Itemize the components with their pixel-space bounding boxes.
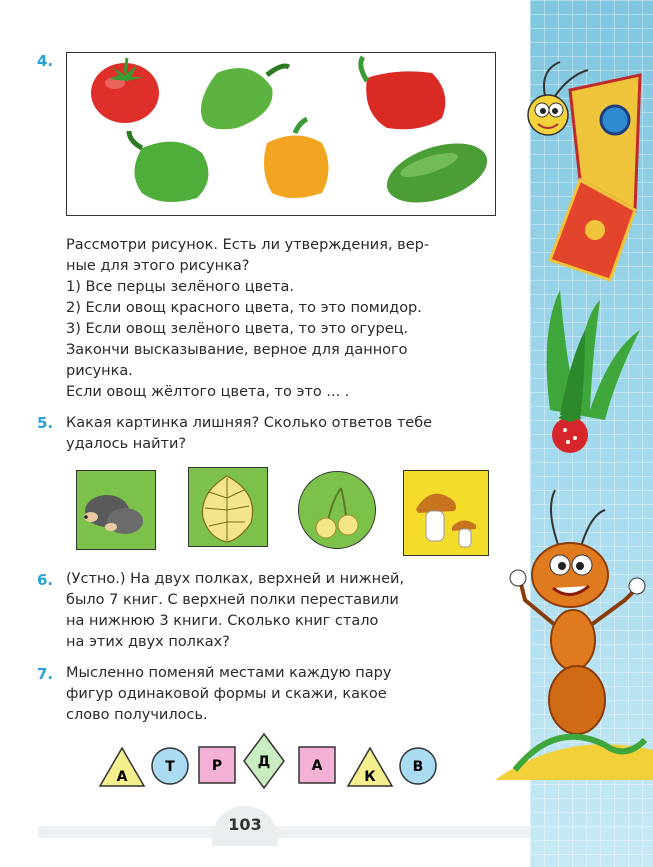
diamond-shape	[242, 732, 286, 790]
task-4-line: Закончи высказывание, верное для данного	[66, 342, 408, 358]
red-pepper-icon	[361, 57, 446, 129]
green-pepper-icon	[201, 66, 289, 129]
green-pepper-icon	[129, 131, 208, 202]
shape-letter: Р	[211, 758, 223, 774]
task-5-number: 5.	[37, 414, 54, 432]
task-6-text	[66, 569, 404, 653]
task-7-line: фигур одинаковой формы и скажи, какое	[66, 686, 387, 702]
shape-letter: Т	[165, 759, 175, 775]
square-shape	[298, 746, 336, 784]
task-4-line: Если овощ жёлтого цвета, то это ... .	[66, 384, 350, 400]
ant-illustration	[485, 480, 653, 780]
butterfly-illustration	[510, 60, 650, 290]
circle-shape	[398, 746, 438, 786]
shape-letter: К	[364, 769, 376, 785]
task-4-line: Рассмотри рисунок. Есть ли утверждения, вер-	[66, 237, 430, 253]
task-7-number: 7.	[37, 665, 54, 683]
task-7-text	[66, 663, 391, 726]
task-4-text	[66, 235, 429, 403]
task-4-line: 1) Все перцы зелёного цвета.	[66, 279, 295, 295]
task-6-line: (Устно.) На двух полках, верхней и нижней,	[66, 571, 405, 587]
task-5-line: удалось найти?	[66, 436, 187, 452]
task-7-line: слово получилось.	[66, 707, 208, 723]
task-4-number: 4.	[37, 52, 54, 70]
task-6-line: было 7 книг. С верхней полки переставили	[66, 592, 399, 608]
yellow-pepper-icon	[264, 119, 329, 198]
shape-letter: Д	[257, 754, 271, 770]
page-top-margin	[0, 0, 530, 22]
triangle-shape	[98, 746, 146, 788]
shape-letter: А	[311, 758, 323, 774]
task-4-line: рисунка.	[66, 363, 133, 379]
task-6-line: на этих двух полках?	[66, 634, 230, 650]
side-decoration-panel	[530, 0, 653, 867]
cucumber-icon	[380, 132, 494, 214]
shape-letter: В	[412, 759, 424, 775]
page-bottom-band	[38, 826, 530, 838]
task-4-line: 2) Если овощ красного цвета, то это помидор.	[66, 300, 422, 316]
mushrooms-picture	[403, 470, 489, 556]
task-7-line: Мысленно поменяй местами каждую пару	[66, 665, 392, 681]
task-4-line: 3) Если овощ зелёного цвета, то это огурец.	[66, 321, 409, 337]
task-5-line: Какая картинка лишняя? Сколько ответов тебе	[66, 415, 433, 431]
task-5-text	[66, 413, 432, 455]
shape-letter: А	[116, 769, 128, 785]
page-number: 103	[212, 806, 278, 846]
task-6-line: на нижнюю 3 книги. Сколько книг стало	[66, 613, 379, 629]
grass-illustration	[530, 290, 653, 470]
triangle-shape	[346, 746, 394, 788]
hedgehog-picture	[76, 470, 156, 550]
circle-shape	[150, 746, 190, 786]
letter-shapes-row	[98, 738, 438, 790]
leaf-picture	[188, 467, 268, 547]
tomato-icon	[91, 58, 159, 123]
task-4-line: ные для этого рисунка?	[66, 258, 250, 274]
square-shape	[198, 746, 236, 784]
vegetables-picture	[66, 52, 496, 216]
task-6-number: 6.	[37, 571, 54, 589]
cherries-picture	[298, 471, 376, 549]
